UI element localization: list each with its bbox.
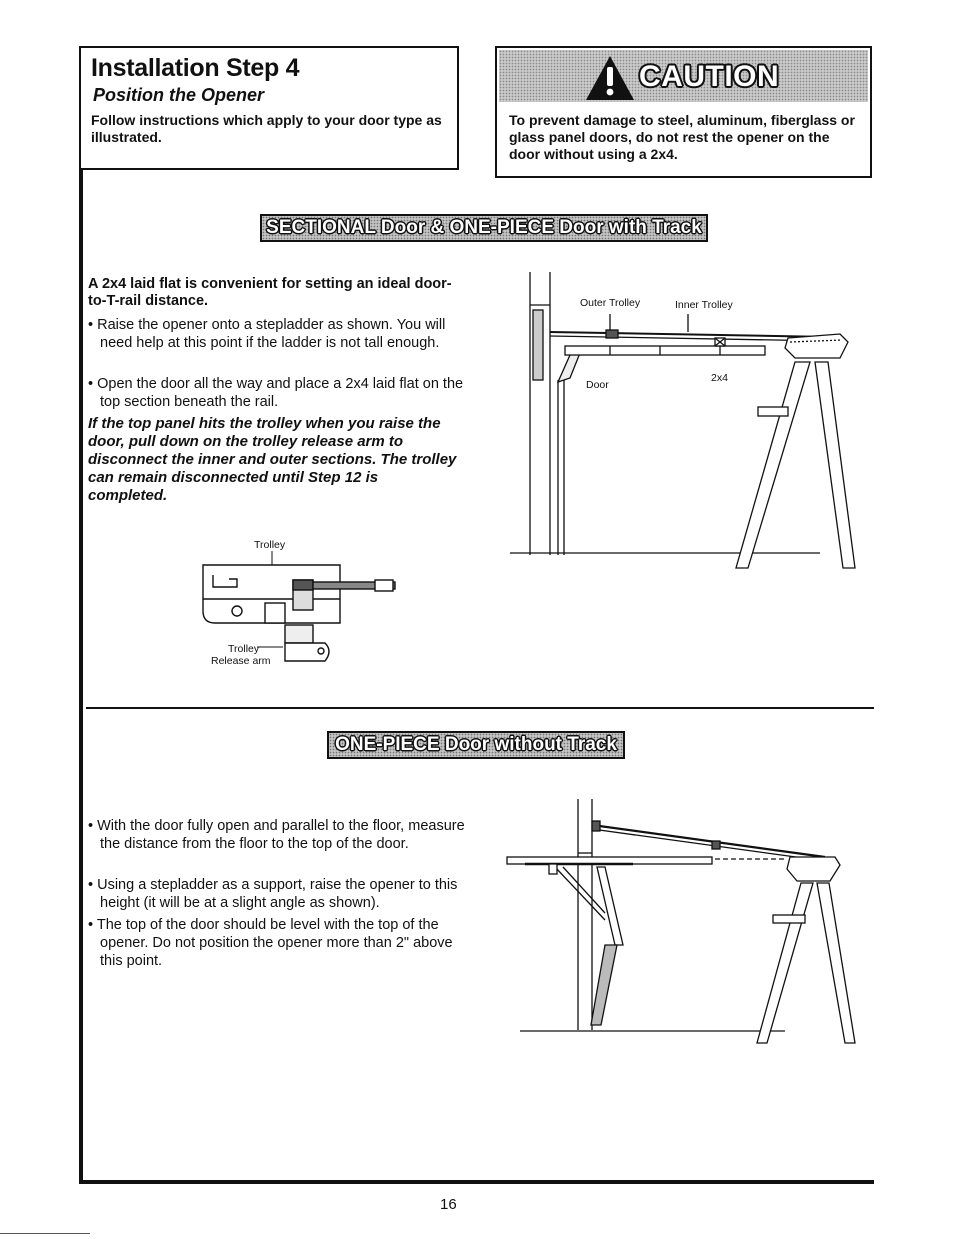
caution-text: To prevent damage to steel, aluminum, fiberglass or glass panel doors, do not rest the opener on the door without using a 2x4. bbox=[509, 112, 855, 162]
section-divider bbox=[86, 707, 874, 709]
section2-bullet: • The top of the door should be level with the top of the opener. Do not position the opener more than 2" above this point. bbox=[88, 917, 453, 969]
section1-bullet-text: Raise the opener onto a stepladder as shown. You will need help at this point if the ladder is not tall enough. bbox=[97, 317, 446, 351]
one-piece-door-illustration bbox=[505, 795, 875, 1045]
inner-trolley-label: Inner Trolley bbox=[675, 299, 733, 311]
footer-line bbox=[0, 1233, 90, 1234]
step-subtitle: Position the Opener bbox=[93, 85, 265, 105]
page-frame-left-rule bbox=[79, 46, 83, 1184]
door-label: Door bbox=[586, 379, 609, 391]
section1-lead: A 2x4 laid flat is convenient for setting an ideal door-to-T-rail distance. bbox=[88, 276, 452, 309]
outer-trolley-label: Outer Trolley bbox=[580, 297, 641, 309]
release-arm-label-line1: Trolley bbox=[228, 643, 260, 655]
trolley-release-note: If the top panel hits the trolley when you raise the door, pull down on the trolley release arm to disconnect the inner and outer sections. The trolley can remain disconnected until Step 12 is completed. bbox=[88, 415, 457, 504]
section-banner-sectional: SECTIONAL Door & ONE-PIECE Door with Track bbox=[260, 214, 708, 242]
step-instruction: Follow instructions which apply to your door type as illustrated. bbox=[91, 112, 442, 145]
caution-title: CAUTION bbox=[639, 60, 780, 93]
section1-bullet: • Open the door all the way and place a 2x4 laid flat on the top section beneath the rail. bbox=[88, 376, 464, 410]
warning-triangle-icon bbox=[585, 55, 635, 101]
section2-bullet-text: The top of the door should be level with the top of the opener. Do not position the opener more than 2" above this point. bbox=[96, 917, 453, 969]
section1-bullet: • Raise the opener onto a stepladder as shown. You will need help at this point if the ladder is not tall enough. bbox=[88, 317, 446, 351]
page-number: 16 bbox=[440, 1196, 457, 1213]
two-by-four-label: 2x4 bbox=[711, 372, 728, 384]
section2-bullet-text: With the door fully open and parallel to the floor, measure the distance from the floor to the top of the door. bbox=[97, 818, 465, 852]
section2-bullet: • Using a stepladder as a support, raise the opener to this height (it will be at a slight angle as shown). bbox=[88, 877, 458, 911]
release-arm-label-line2: Release arm bbox=[211, 655, 271, 667]
step-title: Installation Step 4 bbox=[91, 54, 300, 82]
caution-box bbox=[495, 46, 872, 178]
trolley-label: Trolley bbox=[254, 539, 286, 551]
section1-bullet-text: Open the door all the way and place a 2x4 laid flat on the top section beneath the rail. bbox=[97, 376, 464, 410]
section2-bullet-text: Using a stepladder as a support, raise the opener to this height (it will be at a slight angle as shown). bbox=[97, 877, 458, 911]
section2-bullet: • With the door fully open and parallel to the floor, measure the distance from the floor to the top of the door. bbox=[88, 818, 465, 852]
section-banner-one-piece: ONE-PIECE Door without Track bbox=[327, 731, 625, 759]
page-frame-bottom-rule bbox=[79, 1180, 874, 1184]
step-header-box bbox=[79, 46, 459, 170]
sectional-door-illustration bbox=[510, 270, 870, 570]
caution-banner bbox=[499, 50, 868, 102]
